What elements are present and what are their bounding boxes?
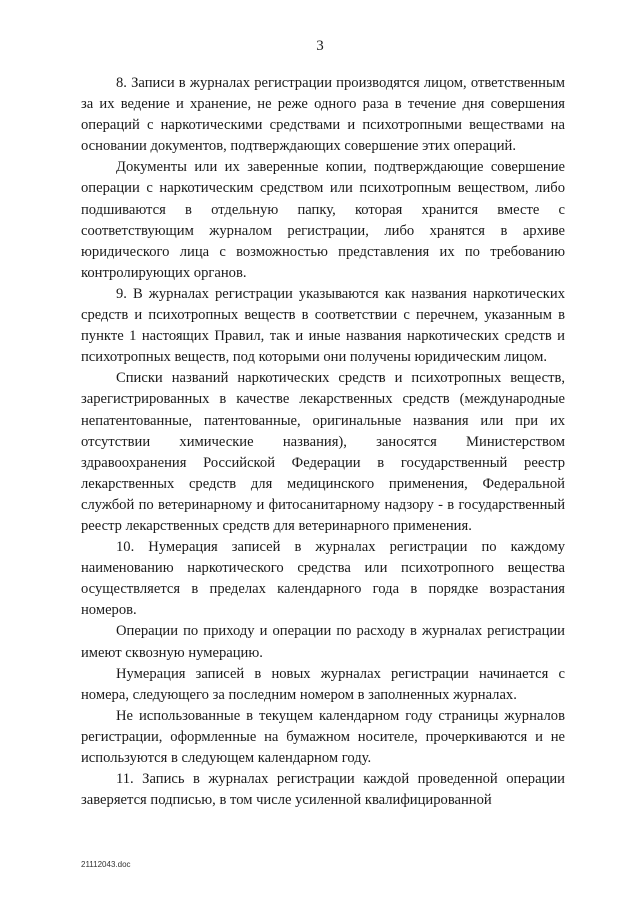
page-number: 3 [316,38,324,54]
paragraph-10: 10. Нумерация записей в журналах регистрации по каждому наименованию наркотического средства или психотропного вещества осуществляется в пределах календарного года в порядке возрастания номеров. [81,539,565,619]
footer-document-code: 21112043.doc [81,860,131,869]
paragraph-8: 8. Записи в журналах регистрации производятся лицом, ответственным за их ведение и хранение, не реже одного раза в течение дня совершения операций с наркотическими средствами и психотропными веществами на основании документов, подтверждающих совершение этих операций. [81,75,565,155]
paragraph-name-lists: Списки названий наркотических средств и психотропных веществ, зарегистрированных в качестве лекарственных средств (международные непатентованные, патентованные, оригинальные названия или при их отсутствии химические названия), заносятся Министерством здравоохранения Российской Федерации в государственный реестр лекарственных средств для медицинского применения, Федеральной службой по ветеринарному и фитосанитарному надзору - в государственный реестр лекарственных средств для ветеринарного применения. [81,370,565,534]
paragraph-9: 9. В журналах регистрации указываются как названия наркотических средств и психотропных веществ в соответствии с перечнем, указанным в пункте 1 настоящих Правил, так и иные названия наркотических средств и психотропных веществ, под которыми они получены юридическим лицом. [81,285,565,366]
paragraph-operations-numbering: Операции по приходу и операции по расходу в журналах регистрации имеют сквозную нумерацию. [81,623,565,661]
paragraph-documents: Документы или их заверенные копии, подтверждающие совершение операции с наркотическим средством или психотропным веществом, либо подшиваются в отдельную папку, которая хранится вместе с соответствующим журналом регистрации, либо хранятся в архиве юридического лица с возможностью представления их по требованию контролирующих органов. [81,159,565,281]
document-body [81,73,565,811]
paragraph-new-journals: Нумерация записей в новых журналах регистрации начинается с номера, следующего за последним номером в заполненных журналах. [81,665,565,703]
paragraph-unused-pages: Не использованные в текущем календарном году страницы журналов регистрации, оформленные на бумажном носителе, прочеркиваются и не используются в следующем календарном году. [81,707,565,766]
paragraph-11: 11. Запись в журналах регистрации каждой проведенной операции заверяется подписью, в том числе усиленной квалифицированной [81,771,565,809]
